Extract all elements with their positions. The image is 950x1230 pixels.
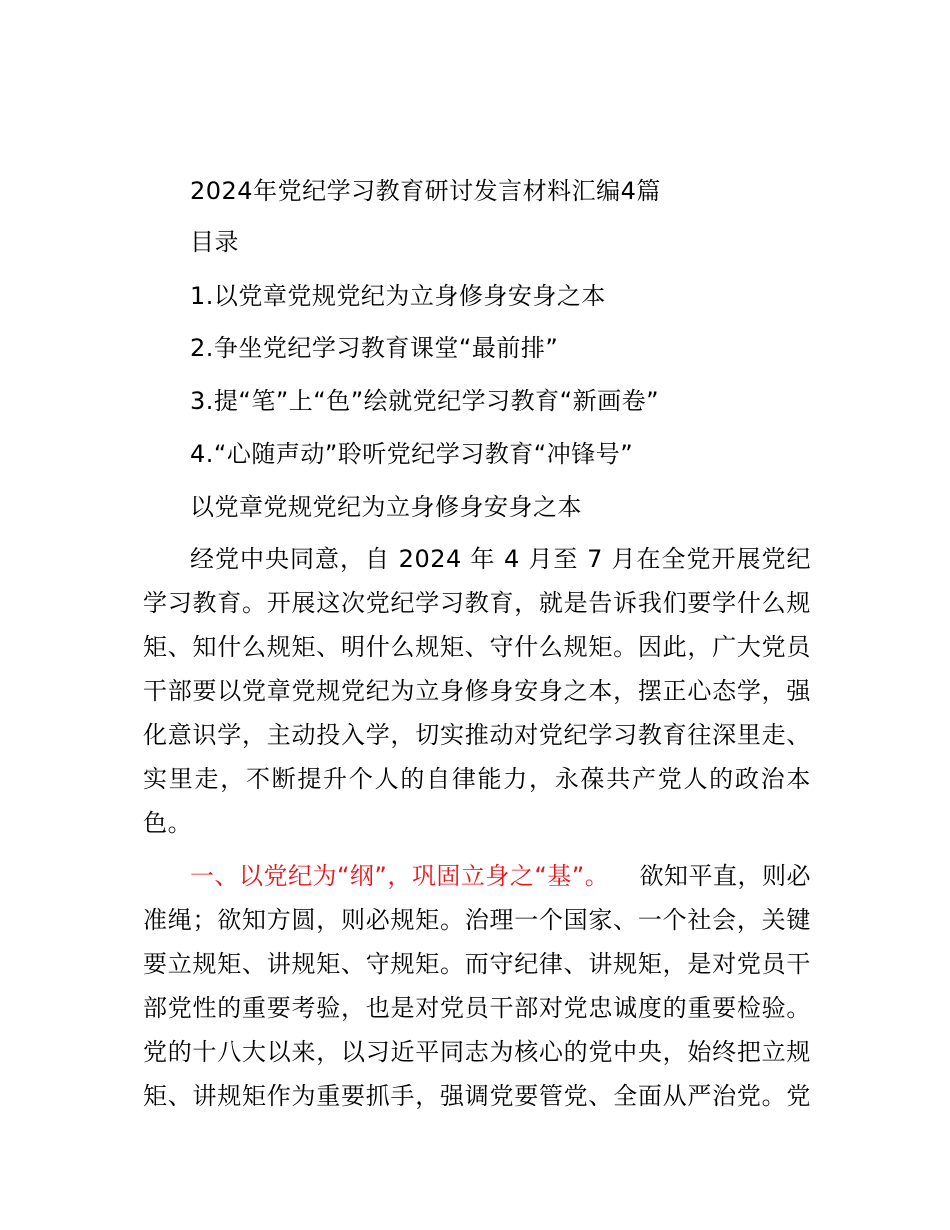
paragraph-1-line-1: 经党中央同意，自 2024 年 4 月至 7 月在全党开展党纪 xyxy=(190,545,811,573)
paragraph-2-line: 部党性的重要考验，也是对党员干部对党忠诚度的重要检验。 xyxy=(143,994,811,1022)
toc-item-3: 3.提“笔”上“色”绘就党纪学习教育“新画卷” xyxy=(190,387,659,415)
paragraph-1-line: 化意识学，主动投入学，切实推动对党纪学习教育往深里走、 xyxy=(143,721,811,749)
document-title: 2024年党纪学习教育研讨发言材料汇编4篇 xyxy=(190,177,661,205)
toc-item-4: 4.“心随声动”聆听党纪学习教育“冲锋号” xyxy=(190,440,634,468)
paragraph-2-line: 要立规矩、讲规矩、守规矩。而守纪律、讲规矩，是对党员干 xyxy=(143,950,811,978)
paragraph-2-line-1 xyxy=(190,861,811,891)
paragraph-1-line: 干部要以党章党规党纪为立身修身安身之本，摆正心态学，强 xyxy=(143,677,811,705)
paragraph-2-line: 准绳；欲知方圆，则必规矩。治理一个国家、一个社会，关键 xyxy=(143,906,811,934)
paragraph-1-line: 矩、知什么规矩、明什么规矩、守什么规矩。因此，广大党员 xyxy=(143,633,811,661)
section-title: 以党章党规党纪为立身修身安身之本 xyxy=(190,493,582,521)
toc-item-1: 1.以党章党规党纪为立身修身安身之本 xyxy=(190,282,606,310)
paragraph-2-heading: 一、以党纪为“纲”，巩固立身之“基”。 xyxy=(190,862,610,890)
paragraph-2-first-line-rest: 欲知平直，则必 xyxy=(639,862,811,890)
paragraph-2 xyxy=(143,898,811,1118)
toc-heading: 目录 xyxy=(190,228,239,256)
paragraph-1-line: 实里走，不断提升个人的自律能力，永葆共产党人的政治本 xyxy=(143,765,811,793)
paragraph-1 xyxy=(143,581,811,845)
toc-item-2: 2.争坐党纪学习教育课堂“最前排” xyxy=(190,334,559,362)
paragraph-2-line: 党的十八大以来，以习近平同志为核心的党中央，始终把立规 xyxy=(143,1038,811,1066)
paragraph-1-line: 色。 xyxy=(143,809,193,837)
paragraph-1-line: 学习教育。开展这次党纪学习教育，就是告诉我们要学什么规 xyxy=(143,589,811,617)
paragraph-2-line: 矩、讲规矩作为重要抓手，强调党要管党、全面从严治党。党 xyxy=(143,1082,811,1110)
